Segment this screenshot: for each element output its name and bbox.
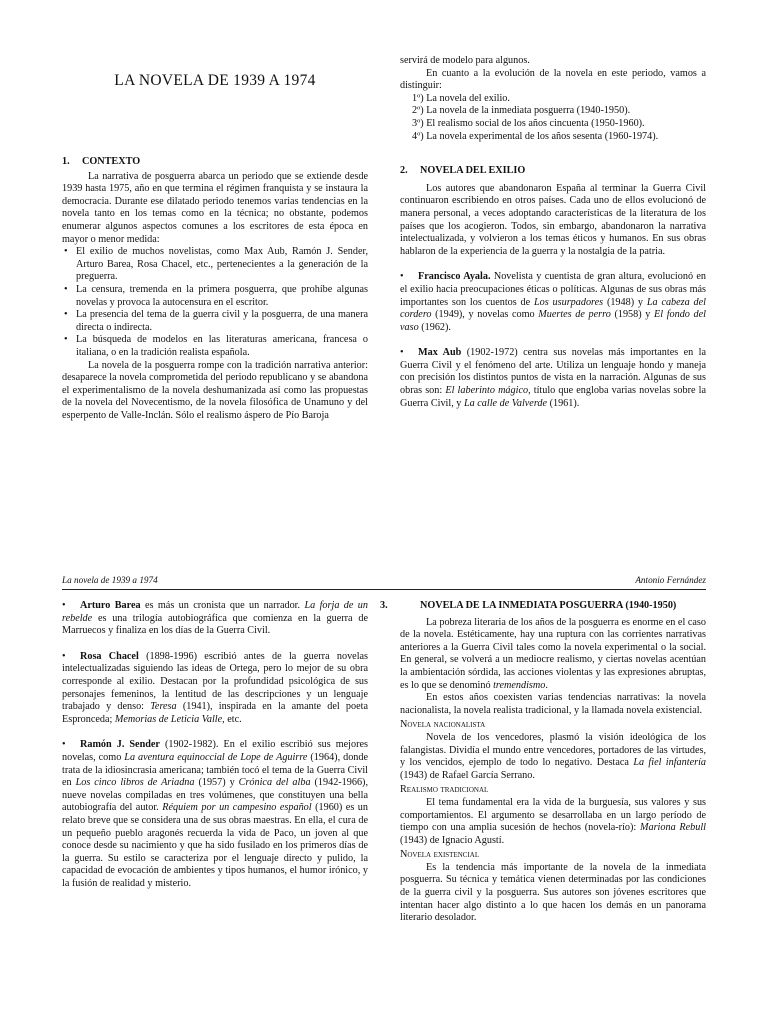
paragraph: En cuanto a la evolución de la novela en este periodo, vamos a distinguir:: [400, 67, 706, 92]
list-item: 4º) La novela experimental de los años sesenta (1960-1974).: [412, 130, 659, 142]
top-right-column: [400, 55, 706, 410]
running-header-right: Antonio Fernández: [635, 575, 706, 585]
section-heading-contexto: 1. CONTEXTO: [62, 156, 141, 167]
author-entry-aub: • Max Aub (1902-1972) centra sus novelas más importantes en la Guerra Civil y el fenómeno del arte. Utiliza un lenguaje hondo y maneja con precisión los distintos puntos de vista en la narración. Algunas de sus obras son: El laberinto mágico, título que engloba varias novelas sobre la Guerra Civil, y La calle de Valverde (1961).: [400, 347, 706, 409]
paragraph: Novela de los vencedores, plasmó la visión ideológica de los falangistas. Dividía el mundo entre vencedores, portadores de las virtudes, y los vencidos, ejemplo de todo lo negativo. Destaca La fiel infantería (1943) de Rafael García Serrano.: [400, 731, 706, 781]
paragraph: La pobreza literaria de los años de la posguerra es enorme en el caso de la novela. Estéticamente, hay una ruptura con las corrientes narrativas anteriores a la Guerra Civil tales como la novela experimental o la social. En general, se volverá a un mediocre realismo, y ciertas novelas acentúan la ambientación sórdida, las acciones violentas y las expresiones abruptas, es lo que se denominó tremendismo.: [400, 616, 706, 691]
section-heading-exilio: 2. NOVELA DEL EXILIO: [400, 165, 526, 177]
author-entry-ayala: • Francisco Ayala. Novelista y cuentista de gran altura, evolucionó en el exilio hacia preocupaciones éticas o políticas. Algunas de sus obras más importantes son los cuentos de Los usurpadores (1948) y La cabeza del cordero (1949), y novelas como Muertes de perro (1958) y El fondo del vaso (1962).: [400, 271, 707, 333]
paragraph: Es la tendencia más importante de la novela de la inmediata posguerra. Su técnica y temática vienen determinadas por las condiciones de la guerra civil y la posguerra. Sus autores son jóvenes escritores que intentan hacer algo distinto a lo que hacen los demás en un panorama literario desolador.: [400, 861, 706, 924]
list-item: • La censura, tremenda en la primera posguerra, que prohíbe algunas novelas y provoca la autocensura en el escritor.: [62, 284, 368, 309]
author-entry-sender: • Ramón J. Sender (1902-1982). En el exilio escribió sus mejores novelas, como La aventura equinoccial de Lope de Aguirre (1964), donde trata de la idiosincrasia americana; también tocó el tema de la Guerra Civil en Los cinco libros de Ariadna (1957) y Crónica del alba (1942-1966), nueve novelas compiladas en tres volúmenes, que constituyen una bella autobiografía del autor. Réquiem por un campesino español (1960) es un relato breve que se considera una de sus obras maestras. En ella, el cura de un pequeño pueblo aragonés recuerda la vida de Paco, un joven al que conoce desde su nacimiento y que ha sido fusilado en los primeros días de la guerra. Su estilo se caracteriza por el lenguaje directo y pulido, la capacidad de evocación de ambientes y tipos humanos, el humor irónico, y la fusión de realidad y misterio.: [62, 739, 368, 889]
list-item: • La búsqueda de modelos en las literaturas americana, francesa o italiana, o en la tradición realista española.: [62, 334, 368, 359]
header-rule: [62, 589, 706, 590]
author-entry-chacel: • Rosa Chacel (1898-1996) escribió antes de la guerra novelas intelectualizadas siguiendo las ideas de Ortega, pero lo mejor de su obra corresponde al exilio. Destacan por la profundidad psicológica de sus personajes femeninos, la lentitud de las descripciones y un lenguaje trabajado y denso: Teresa (1941), inspirada en la amante del poeta Espronceda; Memorias de Leticia Valle, etc.: [62, 650, 369, 725]
paragraph: Los autores que abandonaron España al terminar la Guerra Civil continuaron escribiendo en otros países. Cada uno de ellos evolucionó de manera personal, a veces adoptando características de la literatura de los países que los acogieron. Todos, sin embargo, abandonaron la narrativa intelectualizada, y volvieron a los temas éticos y humanos. En sus obras hablaron de la experiencia de la guerra y la nostalgia de la patria.: [400, 182, 706, 257]
bottom-right-column: [380, 600, 707, 925]
numbered-list: [400, 93, 706, 143]
author-entry-barea: • Arturo Barea es más un cronista que un narrador. La forja de un rebelde es una trilogía autobiográfica que comienza en la guerra de Marruecos y finaliza en los días de la Guerra Civil.: [62, 600, 368, 637]
paragraph: La narrativa de posguerra abarca un periodo que se extiende desde 1939 hasta 1975, año en que termina el régimen franquista y se instaura la democracia. Durante ese dilatado periodo tenemos varias tendencias en la novela tanto en los temas como en la técnica; no obstante, podemos enumerar algunos aspectos comunes a los escritores de esta época en mayor o menor medida:: [62, 170, 368, 245]
subheading-existencial: Novela existencial: [400, 849, 480, 861]
list-item: 2º) La novela de la inmediata posguerra (1940-1950).: [412, 105, 631, 117]
page-title: LA NOVELA DE 1939 A 1974: [114, 72, 316, 89]
top-left-column: [62, 72, 368, 422]
list-item: 3º) El realismo social de los años cincuenta (1950-1960).: [412, 117, 645, 129]
paragraph: En estos años coexisten varias tendencias narrativas: la novela nacionalista, la novela realista tradicional, y la llamada novela existencial.: [400, 692, 706, 716]
running-header-left: La novela de 1939 a 1974: [62, 575, 158, 585]
list-item: 1º) La novela del exilio.: [412, 92, 510, 104]
paragraph: La novela de la posguerra rompe con la tradición narrativa anterior: desaparece la novela comprometida del periodo republicano y se abandona el experimentalismo de la novela deshumanizada así como las propuestas de la novela del Novecentismo, de la novela filosófica de Unamuno y del esperpento de Valle-Inclán. Sólo el realismo áspero de Pío Baroja: [62, 359, 368, 421]
section-heading-posguerra: 3. NOVELA DE LA INMEDIATA POSGUERRA (1940-1950): [380, 600, 677, 611]
bullet-list: [62, 246, 368, 359]
paragraph: El tema fundamental era la vida de la burguesía, sus valores y sus comportamientos. El argumento se desarrollaba en un largo período de tiempo con una amplia sucesión de hechos (novela-río): Mariona Rebull (1943) de Ignacio Agustí.: [400, 796, 707, 846]
list-item: • El exilio de muchos novelistas, como Max Aub, Ramón J. Sender, Arturo Barea, Rosa Chacel, etc., pertenecientes a la generación de la preguerra.: [62, 246, 368, 284]
paragraph: servirá de modelo para algunos.: [400, 55, 530, 66]
bottom-left-column: [62, 600, 368, 890]
list-item: • La presencia del tema de la guerra civil y la posguerra, de una manera directa o indirecta.: [62, 309, 368, 334]
subheading-realismo: Realismo tradicional: [400, 784, 489, 796]
subheading-nacionalista: Novela nacionalista: [400, 719, 486, 731]
